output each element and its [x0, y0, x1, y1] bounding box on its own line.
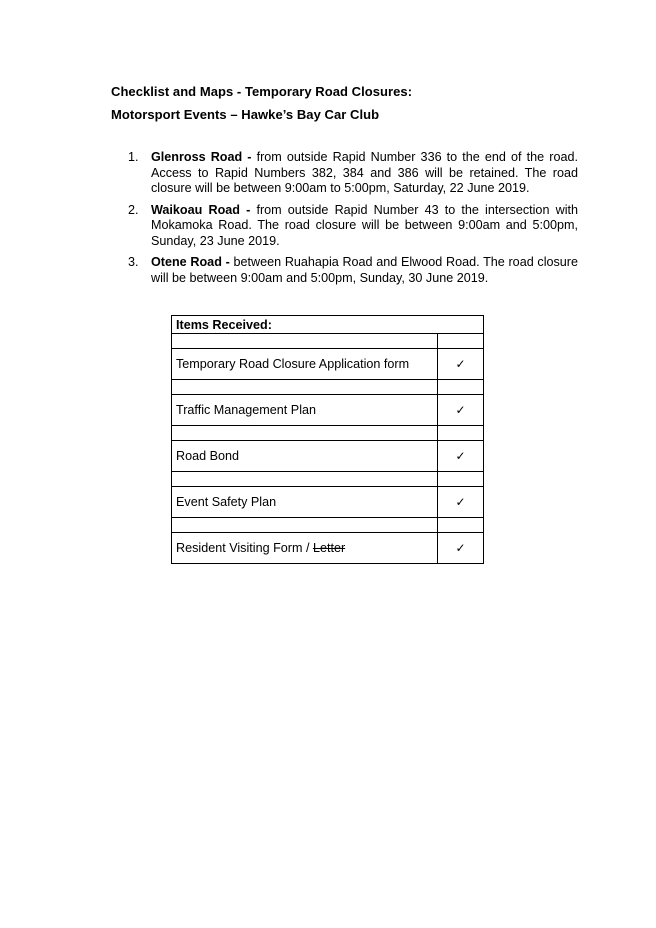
road-closure-list — [128, 150, 578, 292]
item-label: Event Safety Plan — [172, 487, 438, 518]
closure-details: from outside Rapid Number 336 to the end of the road. Access to Rapid Numbers 382, 384 and 386 will be retained. The road closure will be between 9:00am to 5:00pm, Saturday, 22 June 2019. — [151, 150, 578, 195]
item-label: Temporary Road Closure Application form — [172, 349, 438, 380]
list-item — [128, 150, 578, 197]
item-label: Traffic Management Plan — [172, 395, 438, 426]
items-received-table — [171, 315, 484, 564]
table-header: Items Received: — [172, 316, 484, 334]
list-item — [128, 255, 578, 286]
list-number: 1. — [128, 150, 139, 164]
table-row — [172, 533, 484, 564]
checkmark-icon: ✓ — [438, 533, 484, 564]
closure-details: from outside Rapid Number 43 to the intersection with Mokamoka Road. The road closure will be between 9:00am and 5:00pm, Sunday, 23 June 2019. — [151, 202, 578, 248]
list-number: 2. — [128, 202, 139, 217]
spacer-row — [172, 334, 484, 349]
item-label: Road Bond — [172, 441, 438, 472]
table-header-row — [172, 316, 484, 334]
spacer-row — [172, 472, 484, 487]
table-row — [172, 349, 484, 380]
table-row — [172, 441, 484, 472]
item-label — [172, 533, 438, 564]
road-name: Otene Road - — [151, 255, 230, 269]
spacer-row — [172, 426, 484, 441]
spacer-row — [172, 518, 484, 533]
road-name: Glenross Road - — [151, 150, 252, 164]
road-name: Waikoau Road - — [151, 202, 251, 217]
closure-details: between Ruahapia Road and Elwood Road. The road closure will be between 9:00am and 5:00pm, Sunday, 30 June 2019. — [151, 255, 579, 285]
document-subtitle: Motorsport Events – Hawke’s Bay Car Club — [111, 107, 380, 122]
document-title: Checklist and Maps - Temporary Road Closures: — [111, 84, 413, 99]
checkmark-icon: ✓ — [438, 349, 484, 380]
items-received-table-wrapper — [171, 315, 484, 564]
checkmark-icon: ✓ — [438, 487, 484, 518]
item-label-text: Resident Visiting Form / — [176, 541, 313, 555]
table-row — [172, 395, 484, 426]
list-item — [128, 203, 578, 250]
table-row — [172, 487, 484, 518]
checkmark-icon: ✓ — [438, 395, 484, 426]
spacer-row — [172, 380, 484, 395]
list-number: 3. — [128, 255, 139, 269]
checkmark-icon: ✓ — [438, 441, 484, 472]
struck-text: Letter — [312, 541, 346, 555]
